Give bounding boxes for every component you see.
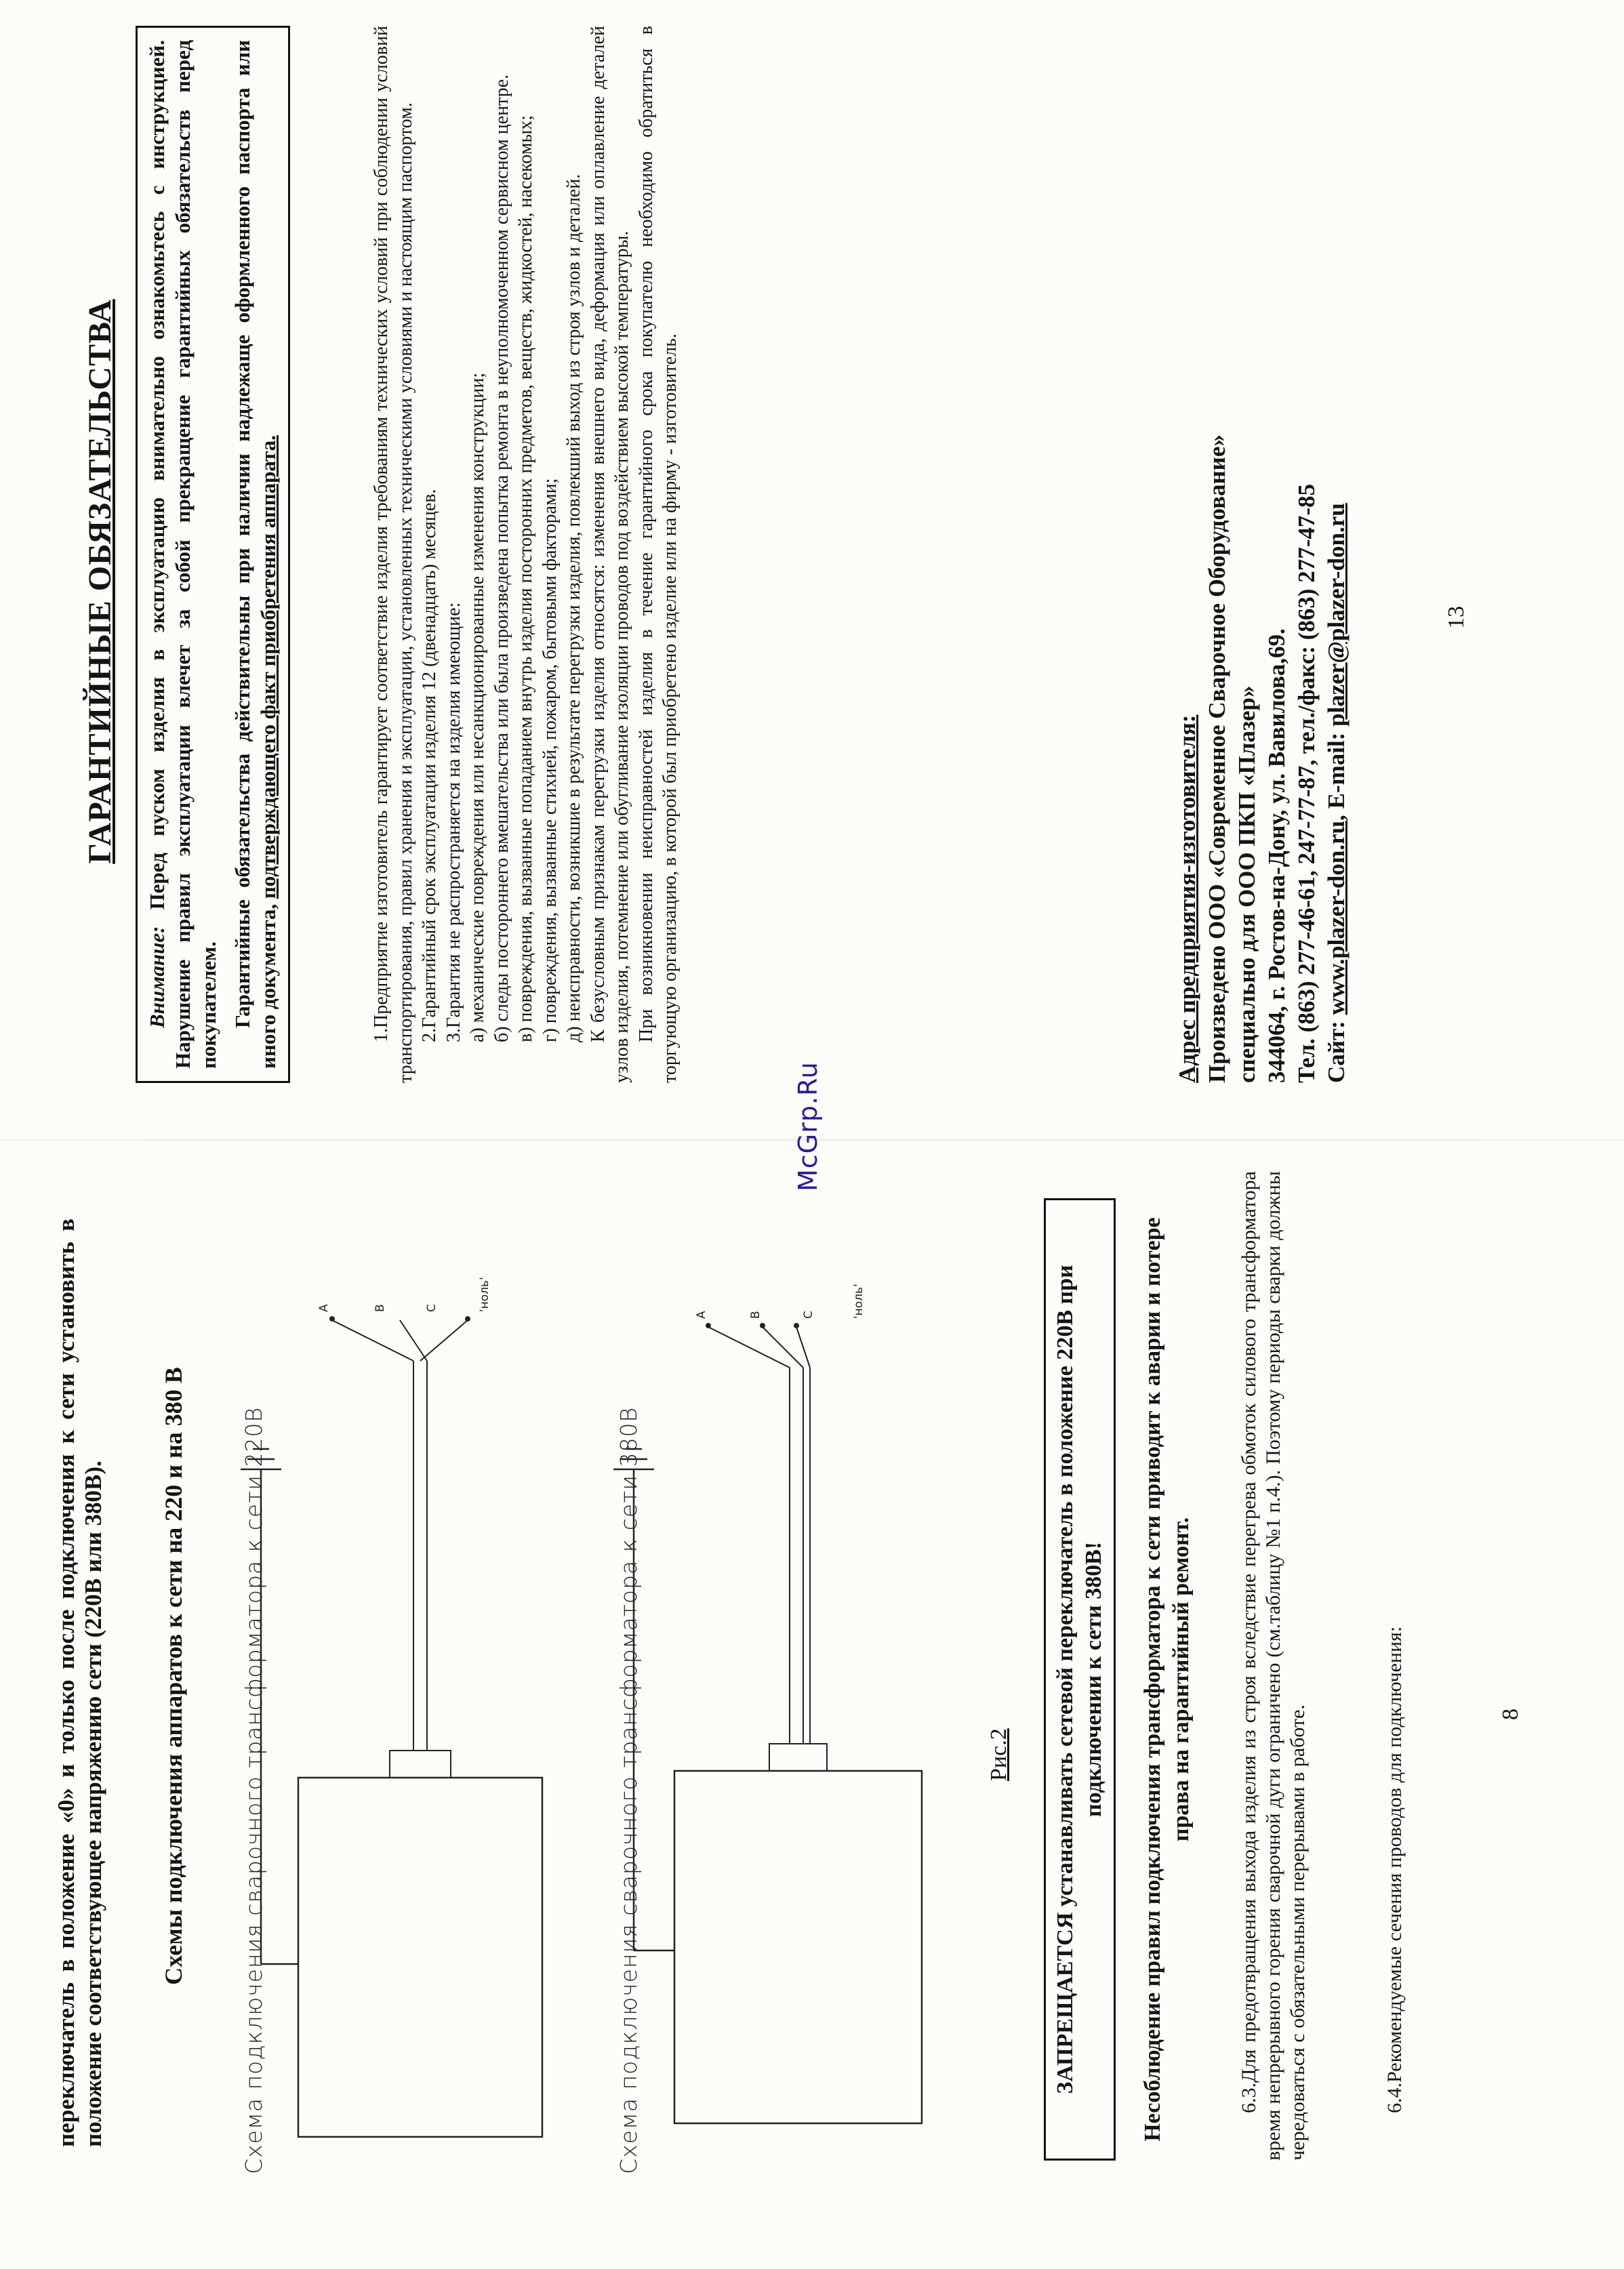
phase-neutral-label: 'ноль' (852, 1284, 866, 1319)
transformer-box (298, 1778, 542, 2137)
term-item: а) механические повреждения или несанкционированные изменения конструкции; (467, 372, 488, 1042)
address-line: 344064, г. Ростов-на-Дону, ул. Вавилова,69. (1263, 628, 1290, 1083)
warning-text: Несоблюдение правил подключения трансформатора к сети приводит к аварии и потере права на гарантийный ремонт. (1140, 1217, 1194, 2142)
term-item: г) повреждения, вызванные стихией, пожаром, бытовыми факторами; (539, 478, 561, 1042)
site-label: Сайт: (1323, 1015, 1349, 1083)
schemes-heading: Схемы подключения аппаратов к сети на 220 и на 380 В (160, 1367, 187, 1985)
validity-paragraph (230, 40, 281, 1069)
left-page (0, 1158, 1624, 2269)
terminal-block (390, 1751, 451, 1778)
attention-lead: Внимание: (145, 926, 169, 1028)
watermark: McGrp.Ru (793, 1061, 823, 1191)
page-number-left: 8 (1498, 1709, 1523, 1720)
page-number-right: 13 (1444, 606, 1469, 629)
page-title: ГАРАНТИЙНЫЕ ОБЯЗАТЕЛЬСТВА (82, 299, 118, 864)
phone-line: Тел. (863) 277-46-61, 247-77-87, тел./факс: (863) 277-47-85 (1293, 483, 1320, 1083)
term-item: в) повреждения, вызванные попаданием внутрь изделия посторонних предметов, веществ, жидкостей, насекомых; (515, 115, 536, 1042)
attention-box (136, 26, 290, 1083)
term-item: При возникновении неисправностей изделия в течение гарантийного срока покупателю необходимо обратиться в торгующую организацию, в которой был приобретено изделие или на фирму - изготовитель. (635, 26, 681, 1083)
term-item: 3.Гарантия не распространяется на изделия имеющие: (443, 602, 464, 1042)
phase-labels (695, 1284, 866, 1319)
diagram-380-title: Схема подключения сварочного трансформатора к сети 380В (615, 1406, 642, 2174)
phase-c-label: C (802, 1311, 815, 1319)
address-line: Произведено ООО «Современное Сварочное Оборудование» (1204, 434, 1230, 1083)
ground-icon (241, 1449, 298, 1964)
transformer-box (674, 1771, 922, 2123)
email-link[interactable]: plazer@plazer-don.ru (1323, 503, 1349, 727)
address-line: специально для ООО ПКП «Плазер» (1234, 685, 1260, 1083)
phase-b-label: B (749, 1311, 763, 1319)
diagram-220-title: Схема подключения сварочного трансформатора к сети 220В (241, 1406, 267, 2174)
manufacturer-address (1173, 26, 1352, 1083)
diagram-380 (603, 1158, 956, 2269)
phase-terminals (706, 1323, 799, 1328)
warranty-terms (369, 26, 683, 1083)
attention-text: Перед пуском изделия в эксплуатацию внимательно ознакомьтесь с инструкцией. Нарушение правил эксплуатации влечет за собой прекращение гарантийных обязательств перед покупателем. (145, 40, 220, 1069)
term-item: К безусловным признакам перегрузки изделия относятся: изменения внешнего вида, деформация или оплавление деталей узлов изделия, потемнение или обугливание изоляции проводов под воздействием высокой температуры. (587, 26, 632, 1083)
phase-neutral-label: 'ноль' (478, 1277, 491, 1312)
right-page (0, 0, 1624, 1124)
term-item: 2.Гарантийный срок эксплуатации изделия 12 (двенадцать) месяцев. (419, 489, 440, 1042)
intro-text: переключатель в положение «0» и только после подключения к сети установить в положение соответствующее напряжению сети (220В или 380В). (53, 1219, 106, 2147)
validity-text: Гарантийные обязательства действительны при наличии надлежаще оформленного паспорта или иного документа, (230, 40, 280, 1069)
ground-icon (613, 1449, 674, 1950)
paragraph-6-3: 6.3.Для предотвращения выхода изделия из строя вследствие перегрева обмоток силового трансформатора время непрерывного горения сварочной дуги ограничено (см.таблицу №1 п.4.). Поэтому периоды сварки должны чередоваться с обязательными перерывами в работе. (1238, 1171, 1309, 2161)
phase-labels (317, 1277, 491, 1312)
paragraph-6-4: 6.4.Рекомендуемые сечения проводов для подключения: (1383, 1626, 1406, 2113)
attention-paragraph (144, 40, 222, 1069)
terminal-block (769, 1744, 827, 1771)
phase-a-label: A (317, 1304, 331, 1312)
warning-box: ЗАПРЕЩАЕТСЯ устанавливать сетевой переключатель в положение 220В при подключении к сети 380В! (1044, 1198, 1116, 2161)
contact-line (1322, 26, 1352, 1083)
phase-a-label: A (695, 1311, 708, 1319)
power-cable (332, 1320, 468, 1751)
figure-caption: Рис.2 (986, 1728, 1011, 1781)
phase-b-label: B (373, 1304, 387, 1312)
term-item: 1.Предприятие изготовитель гарантирует соответствие изделия требованиям технических условий при соблюдении условий транспортирования, правил хранения и эксплуатации, установленных техническими условиями и настоящим паспортом. (371, 26, 416, 1083)
validity-underlined: подтверждающего факт приобретения аппарата. (256, 435, 280, 899)
term-item: б) следы постороннего вмешательства или была произведена попытка ремонта в неуполномоченном сервисном центре. (491, 74, 512, 1042)
website-link[interactable]: www.plazer-don.ru (1323, 820, 1349, 1015)
diagram-220 (230, 1158, 583, 2269)
phase-c-label: C (425, 1304, 439, 1312)
power-cable (708, 1327, 810, 1744)
email-label: , E-mail: (1323, 726, 1349, 821)
term-item: д) неисправности, возникшие в результате перегрузки изделия, повлекший выход из строя узлов и деталей. (563, 173, 584, 1042)
address-heading: Адрес предприятия-изготовителя: (1174, 714, 1200, 1083)
